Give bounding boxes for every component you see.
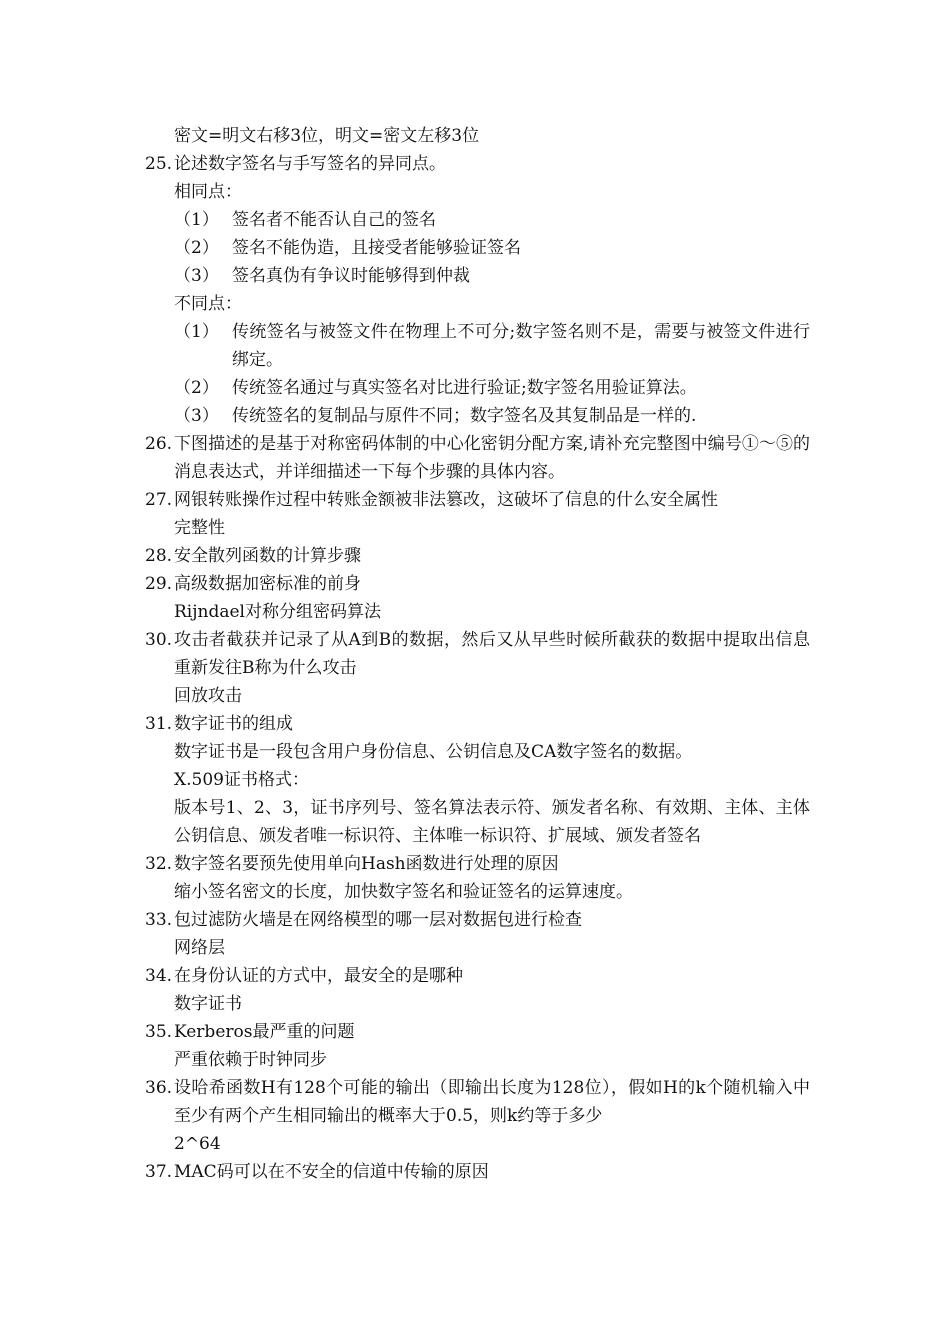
question-number: 32.	[145, 854, 173, 874]
question-item	[145, 486, 810, 514]
question-number: 36.	[145, 1078, 173, 1098]
question-item	[145, 626, 810, 682]
question-number: 30.	[145, 630, 173, 650]
question-text: 论述数字签名与手写签名的异同点。	[174, 154, 446, 174]
question-number: 26.	[145, 434, 173, 454]
answer-paragraph	[145, 794, 810, 850]
list-text: 签名真伪有争议时能够得到仲裁	[232, 266, 470, 286]
question-number: 27.	[145, 490, 173, 510]
list-item	[145, 262, 810, 290]
answer-text: X.509证书格式：	[174, 770, 309, 790]
question-number: 33.	[145, 910, 173, 930]
question-item	[145, 1074, 810, 1130]
answer-text: 密文=明文右移3位，明文=密文左移3位	[174, 126, 480, 146]
list-item	[145, 374, 810, 402]
question-item	[145, 850, 810, 878]
list-item	[145, 206, 810, 234]
list-text: 传统签名通过与真实签名对比进行验证;数字签名用验证算法。	[232, 378, 697, 398]
list-text: 签名不能伪造，且接受者能够验证签名	[232, 238, 521, 258]
question-text: 下图描述的是基于对称密码体制的中心化密钥分配方案,请补充完整图中编号①～⑤的消息表达式，并详细描述一下每个步骤的具体内容。	[174, 434, 810, 482]
question-number: 25.	[145, 154, 173, 174]
question-number: 37.	[145, 1162, 173, 1182]
list-text: 传统签名的复制品与原件不同；数字签名及其复制品是一样的.	[232, 406, 697, 426]
list-marker: （1）	[174, 322, 219, 342]
question-number: 28.	[145, 546, 173, 566]
question-text: 数字签名要预先使用单向Hash函数进行处理的原因	[174, 854, 559, 874]
question-text: 设哈希函数H有128个可能的输出（即输出长度为128位），假如H的k个随机输入中至少有两个产生相同输出的概率大于0.5，则k约等于多少	[174, 1078, 810, 1126]
answer-text: 版本号1、2、3，证书序列号、签名算法表示符、颁发者名称、有效期、主体、主体公钥信息、颁发者唯一标识符、主体唯一标识符、扩展域、颁发者签名	[174, 798, 810, 846]
answer-text: 2^64	[174, 1134, 221, 1154]
answer-text: 数字证书是一段包含用户身份信息、公钥信息及CA数字签名的数据。	[174, 742, 693, 762]
list-marker: （3）	[174, 266, 219, 286]
question-number: 29.	[145, 574, 173, 594]
section-heading: 不同点：	[174, 294, 242, 314]
question-text: 数字证书的组成	[174, 714, 293, 734]
list-marker: （3）	[174, 406, 219, 426]
question-number: 31.	[145, 714, 173, 734]
question-item	[145, 150, 810, 178]
list-text: 签名者不能否认自己的签名	[232, 210, 436, 230]
question-item	[145, 542, 810, 570]
answer-text: 数字证书	[174, 994, 242, 1014]
answer-text: 网络层	[174, 938, 225, 958]
list-marker: （2）	[174, 238, 219, 258]
question-text: 高级数据加密标准的前身	[174, 574, 361, 594]
question-text: 在身份认证的方式中，最安全的是哪种	[174, 966, 463, 986]
question-item	[145, 710, 810, 738]
question-item	[145, 430, 810, 486]
list-marker: （1）	[174, 210, 219, 230]
question-item	[145, 570, 810, 598]
question-item	[145, 962, 810, 990]
answer-text: 严重依赖于时钟同步	[174, 1050, 327, 1070]
question-item	[145, 906, 810, 934]
question-number: 34.	[145, 966, 173, 986]
list-item	[145, 402, 810, 430]
question-text: 攻击者截获并记录了从A到B的数据，然后又从早些时候所截获的数据中提取出信息重新发往B称为什么攻击	[174, 630, 810, 678]
section-heading: 相同点：	[174, 182, 242, 202]
question-text: 网银转账操作过程中转账金额被非法篡改，这破坏了信息的什么安全属性	[174, 490, 718, 510]
question-text: 包过滤防火墙是在网络模型的哪一层对数据包进行检查	[174, 910, 582, 930]
answer-text: 回放攻击	[174, 686, 242, 706]
document-body	[145, 122, 810, 1186]
list-item	[145, 318, 810, 374]
list-text: 传统签名与被签文件在物理上不可分;数字签名则不是，需要与被签文件进行绑定。	[232, 322, 810, 370]
list-item	[145, 234, 810, 262]
answer-text: 缩小签名密文的长度，加快数字签名和验证签名的运算速度。	[174, 882, 633, 902]
answer-text: 完整性	[174, 518, 225, 538]
answer-text: Rijndael对称分组密码算法	[174, 602, 381, 622]
question-number: 35.	[145, 1022, 173, 1042]
question-text: Kerberos最严重的问题	[174, 1022, 355, 1042]
list-marker: （2）	[174, 378, 219, 398]
question-text: MAC码可以在不安全的信道中传输的原因	[174, 1162, 489, 1182]
question-item	[145, 1158, 810, 1186]
question-text: 安全散列函数的计算步骤	[174, 546, 361, 566]
question-item	[145, 1018, 810, 1046]
